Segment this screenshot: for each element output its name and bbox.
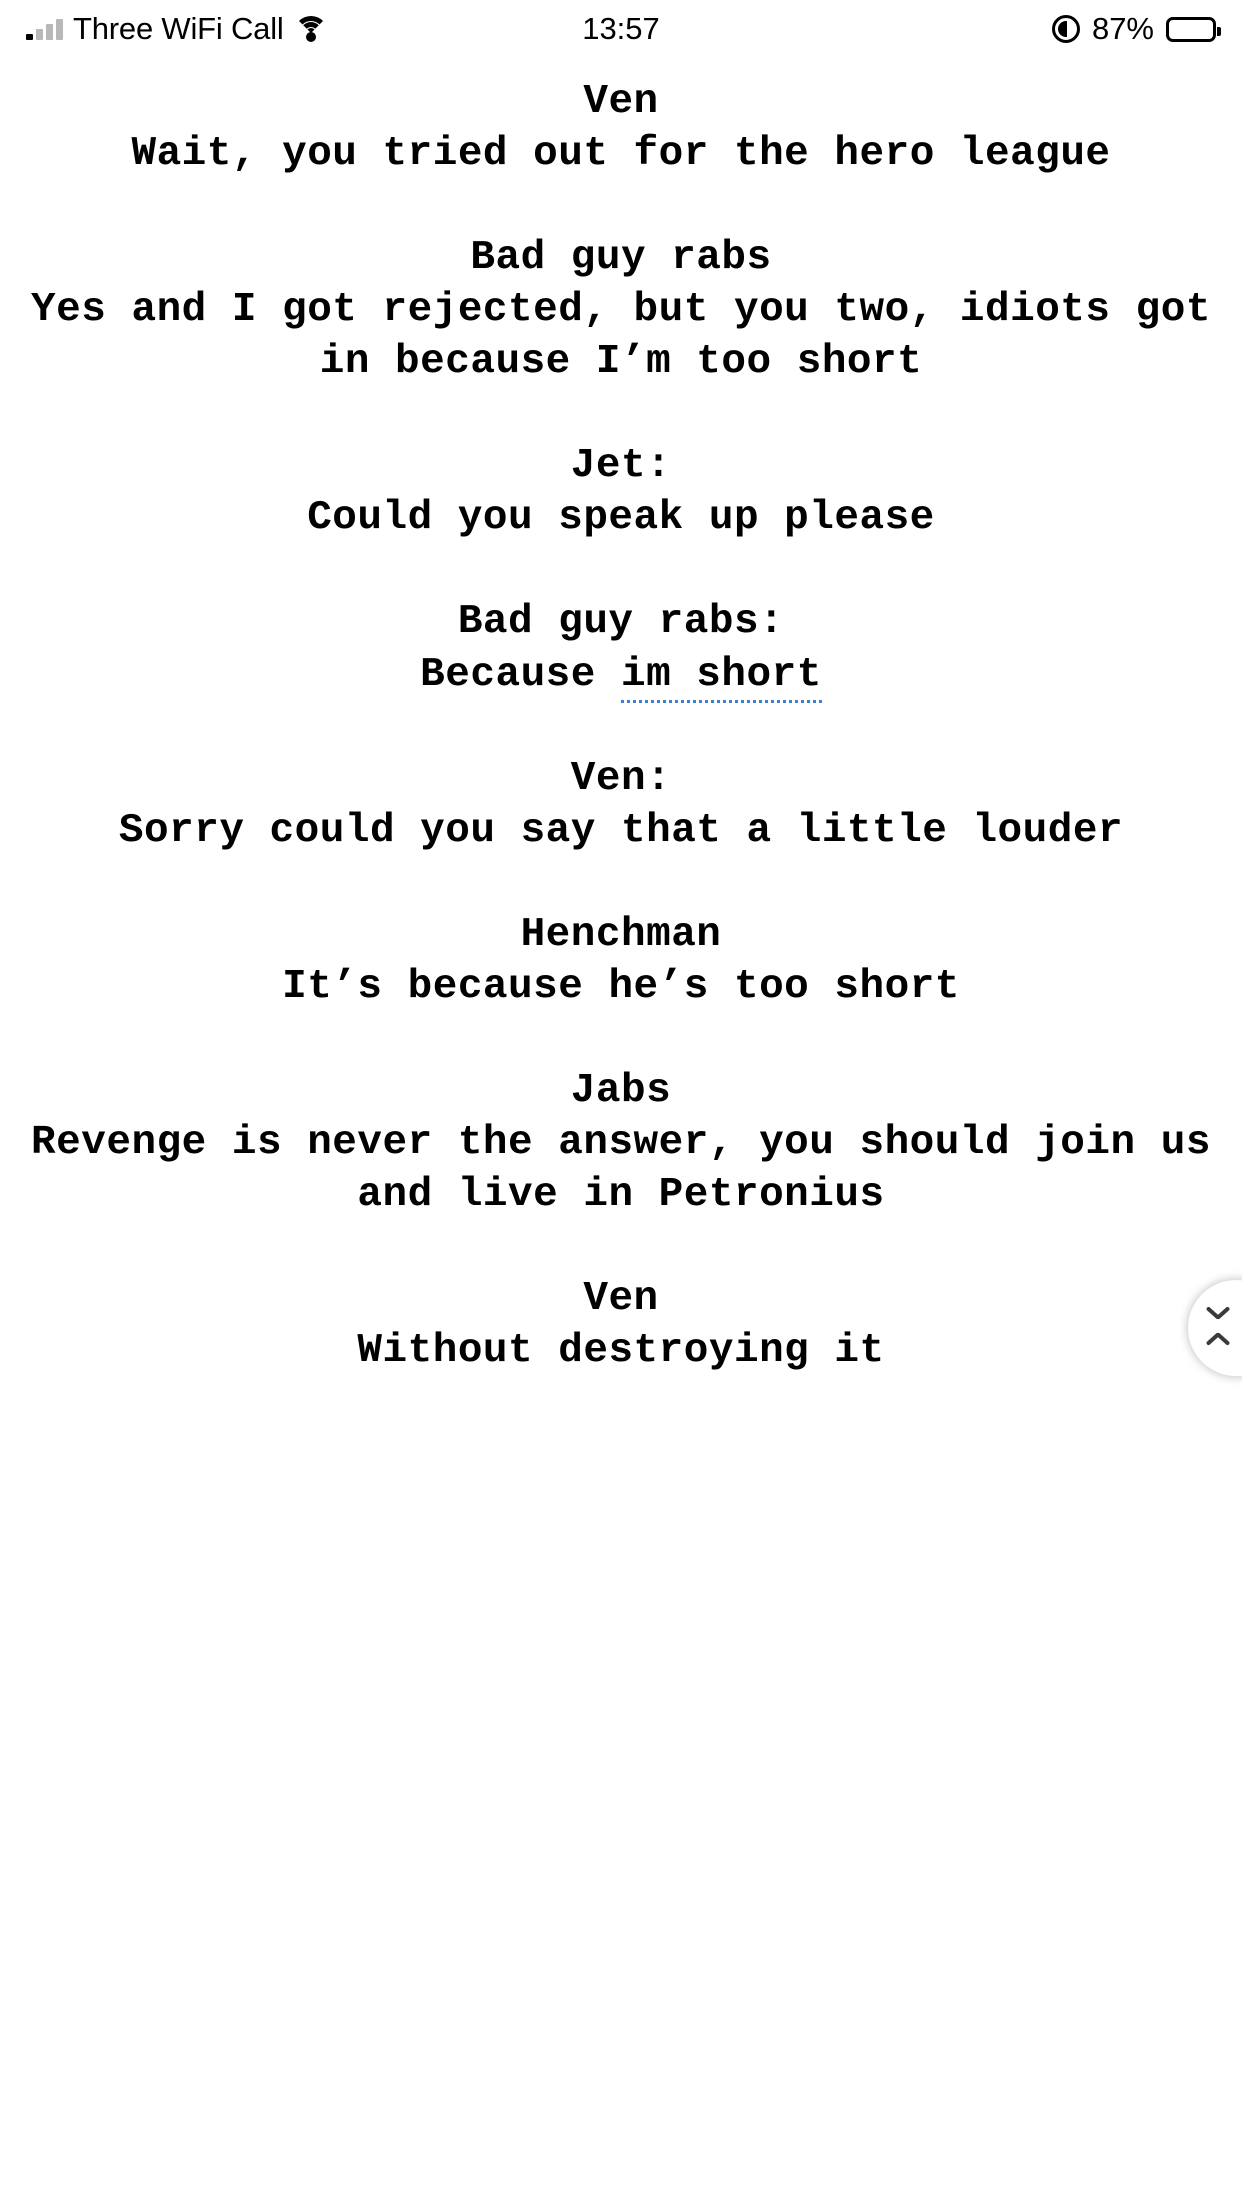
carrier-label: Three WiFi Call (73, 11, 284, 46)
dialogue-line: Revenge is never the answer, you should join us and live in Petronius (31, 1119, 1211, 1218)
script-block (30, 596, 1212, 700)
battery-percent-label: 87% (1091, 11, 1154, 46)
dialogue-line: It’s because he’s too short (282, 963, 960, 1010)
dialogue-text: Because (420, 651, 621, 698)
speaker-name: Henchman (520, 911, 722, 958)
wifi-icon (294, 16, 328, 42)
speaker-name: Ven (583, 79, 659, 125)
speaker-name: Bad guy rabs: (457, 599, 785, 646)
dialogue-line: Wait, you tried out for the hero league (131, 131, 1111, 178)
dialogue-line: Without destroying it (357, 1328, 885, 1375)
script-block (30, 1273, 1212, 1377)
speaker-name: Ven: (570, 755, 672, 802)
script-block (30, 440, 1212, 544)
speaker-name: Jet: (570, 443, 672, 490)
status-bar-right (621, 11, 1216, 47)
chevron-down-icon[interactable] (1205, 1334, 1231, 1348)
misspelled-word[interactable]: im short (621, 652, 822, 703)
speaker-name: Ven (583, 1276, 659, 1322)
speaker-name: Bad guy rabs (470, 235, 772, 282)
dialogue-line: Could you speak up please (307, 495, 935, 542)
script-block (30, 1065, 1212, 1221)
speaker-name: Jabs (570, 1067, 672, 1114)
cellular-signal-icon (26, 18, 63, 40)
rotation-lock-icon (1052, 15, 1080, 43)
document-body[interactable] (0, 58, 1242, 2208)
script-block (30, 909, 1212, 1013)
battery-icon (1166, 17, 1216, 42)
dialogue-line: Yes and I got rejected, but you two, idiots got in because I’m too short (31, 287, 1211, 386)
chevron-up-icon[interactable] (1205, 1308, 1231, 1322)
clock-label: 13:57 (582, 11, 660, 46)
dialogue-line: Sorry could you say that a little louder (118, 807, 1124, 854)
status-bar (0, 0, 1242, 58)
dialogue-line (30, 649, 1212, 701)
script-block (30, 76, 1212, 180)
script-block (30, 753, 1212, 857)
script-block (30, 232, 1212, 388)
status-bar-left (26, 11, 621, 47)
